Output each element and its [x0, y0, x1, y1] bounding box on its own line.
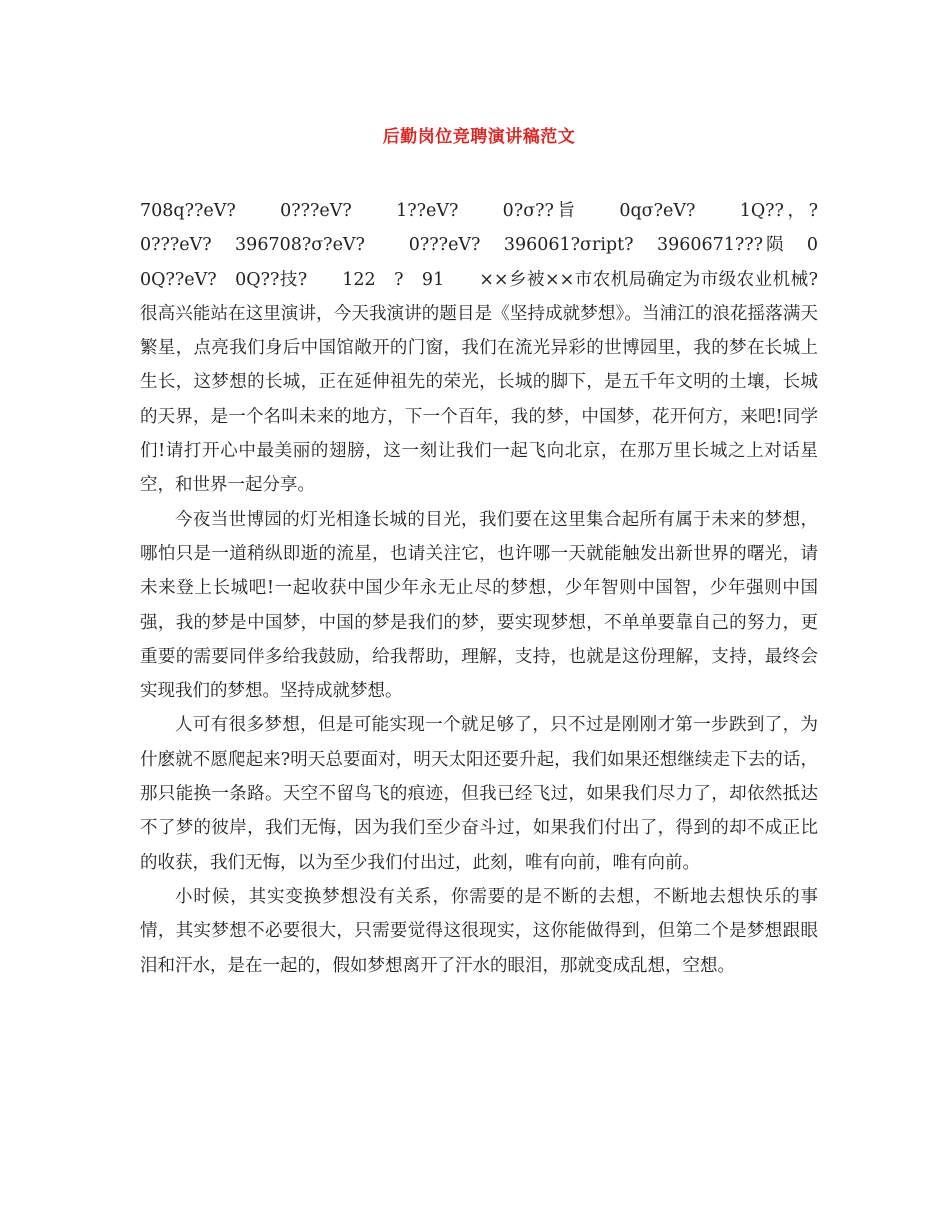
paragraph-2: 今夜当世博园的灯光相逢长城的目光，我们要在这里集合起所有属于未来的梦想，哪怕只是一道稍纵即逝的流星，也请关注它，也许哪一天就能触发出新世界的曙光，请未来登上长城吧!一起收获中国少年永无止尽的梦想，少年智则中国智，少年强则中国强，我的梦是中国梦，中国的梦是我们的梦，要实现梦想，不单单要靠自己的努力，更重要的需要同伴多给我鼓励，给我帮助，理解，支持，也就是这份理解，支持，最终会实现我们的梦想。坚持成就梦想。 [140, 509, 818, 702]
paragraph-1: 708q??eV? 0???eV? 1??eV? 0?σ??旨 0qσ?eV? 1Q??，? 0???eV? 396708?σ?eV? 0???eV? 396061?σript? 3960671???陨 0 0Q??eV? 0Q??技? 122 ? 91 ××乡被××市农机局确定为市级农业机械? 很高兴能站在这里演讲，今天我演讲的题目是《坚持成就梦想》。当浦江的浪花摇落满天繁星，点亮我们身后中国馆敞开的门窗，我们在流光异彩的世博园里，我的梦在长城上生长，这梦想的长城，正在延伸祖先的荣光，长城的脚下，是五千年文明的土壤，长城的天界，是一个名叫未来的地方，下一个百年，我的梦，中国梦，花开何方，来吧!同学们!请打开心中最美丽的翅膀，这一刻让我们一起飞向北京，在那万里长城之上对话星空，和世界一起分享。 [140, 201, 852, 496]
document-title: 后勤岗位竞聘演讲稿范文 [382, 127, 576, 147]
paragraph-3: 人可有很多梦想，但是可能实现一个就足够了，只不过是刚刚才第一步跌到了，为什麽就不愿爬起来?明天总要面对，明天太阳还要升起，我们如果还想继续走下去的话，那只能换一条路。天空不留鸟飞的痕迹，但我已经飞过，如果我们尽力了，却依然抵达不了梦的彼岸，我们无悔，因为我们至少奋斗过，如果我们付出了，得到的却不成正比的收获，我们无悔，以为至少我们付出过，此刻，唯有向前，唯有向前。 [140, 715, 818, 873]
document-body [140, 194, 852, 983]
paragraph-4: 小时候，其实变换梦想没有关系，你需要的是不断的去想，不断地去想快乐的事情，其实梦想不必要很大，只需要觉得这很现实，这你能做得到，但第二个是梦想跟眼泪和汗水，是在一起的，假如梦想离开了汗水的眼泪，那就变成乱想，空想。 [140, 886, 818, 976]
